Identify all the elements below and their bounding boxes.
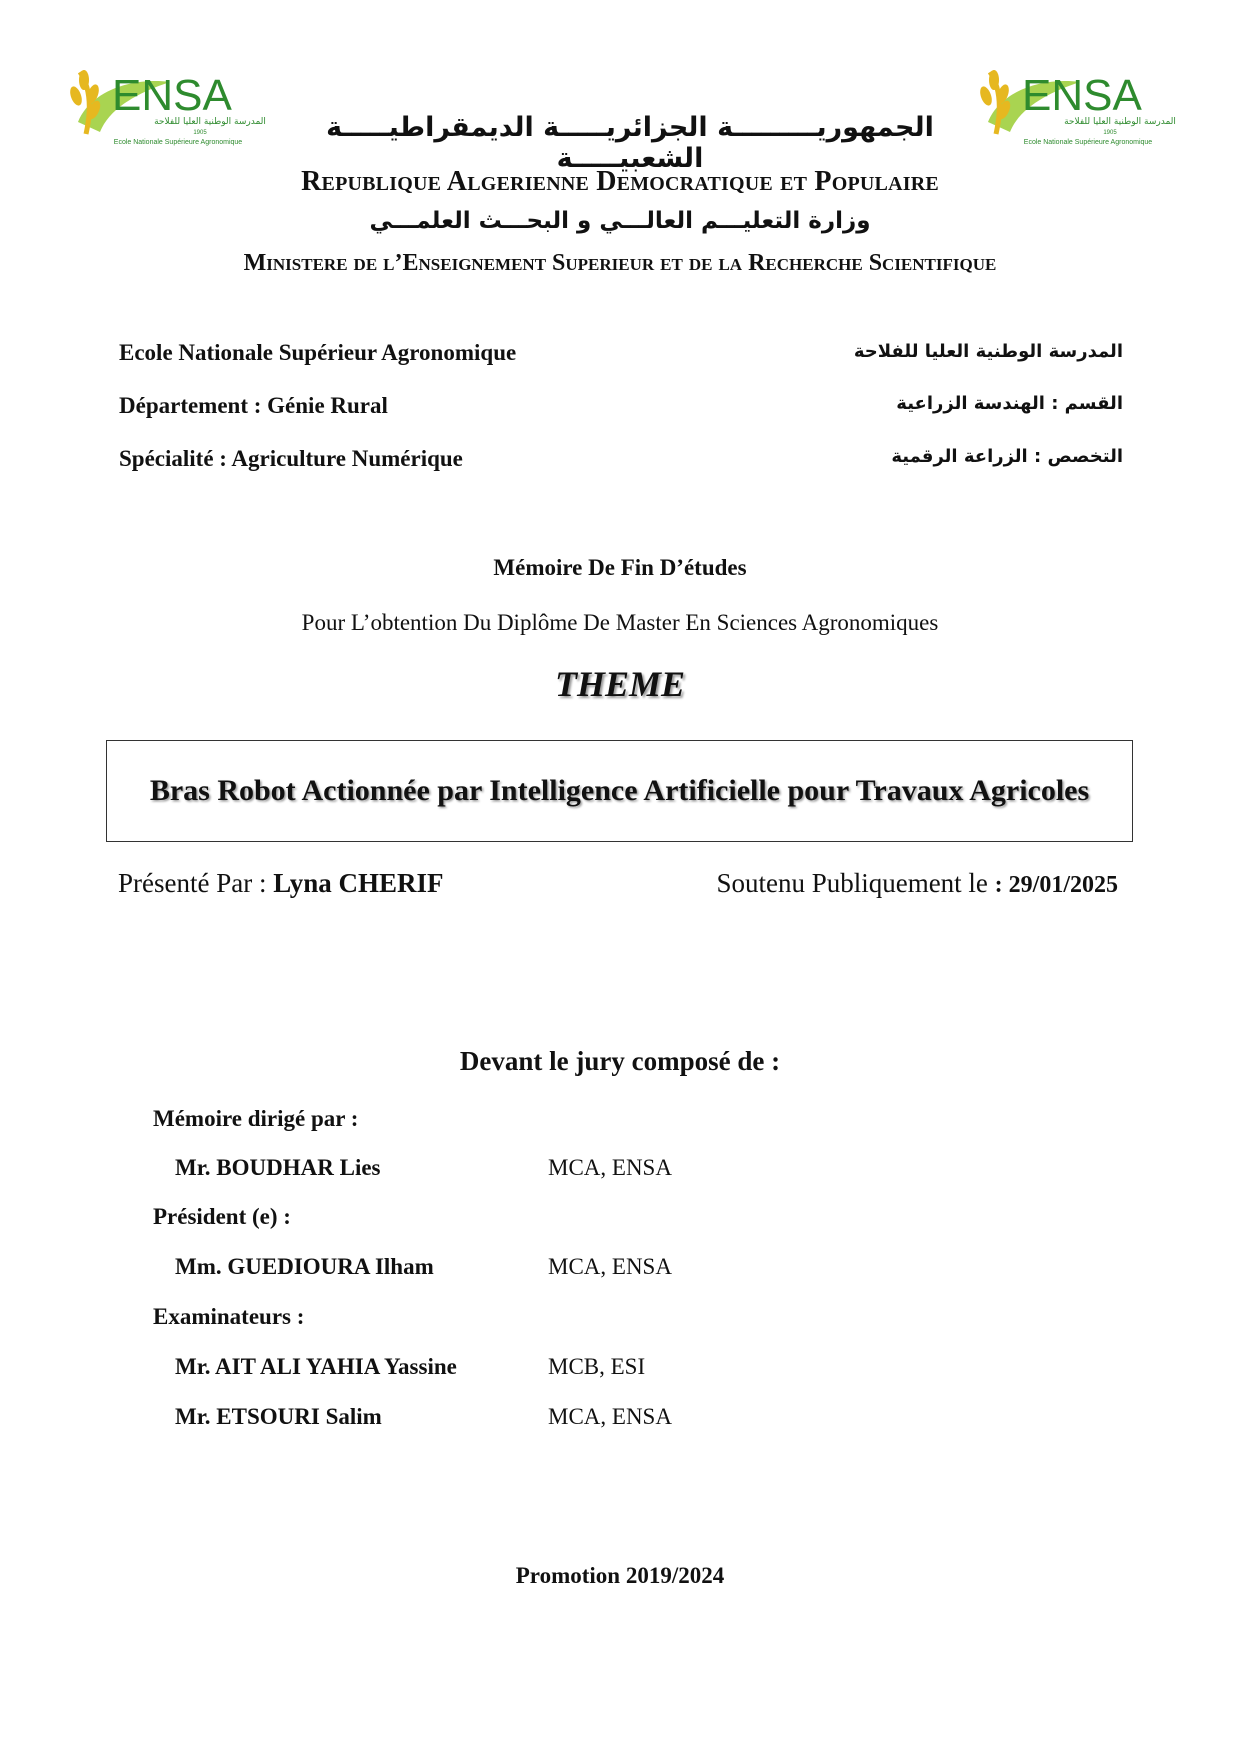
jury-member-affiliation: MCB, ESI [548, 1354, 646, 1379]
svg-text:Ecole Nationale Supérieure Agr: Ecole Nationale Supérieure Agronomique [1023, 139, 1153, 146]
ensa-logo-right [970, 52, 1190, 152]
theme-label: THEME [554, 664, 686, 704]
svg-text:1905: 1905 [1103, 130, 1117, 136]
ministry-title-arabic: وزارة التعليـــم العالـــي و البحـــث العلمـــي [369, 208, 871, 234]
school-name-french: Ecole Nationale Supérieur Agronomique [119, 340, 517, 365]
republic-title-french: Republique Algerienne Democratique et Populaire [301, 166, 939, 197]
theme-box [106, 740, 1133, 842]
school-name-arabic: المدرسة الوطنية العليا للفلاحة [853, 341, 1123, 362]
jury-member-name: Mr. BOUDHAR Lies [175, 1155, 381, 1180]
department-french: Département : Génie Rural [119, 393, 388, 418]
jury-member-name: Mr. ETSOURI Salim [175, 1404, 382, 1429]
jury-member-affiliation: MCA, ENSA [548, 1404, 672, 1429]
ministry-title-french: Ministere de l’Enseignement Superieur et de la Recherche Scientifique [243, 250, 997, 276]
defense-info [716, 868, 1118, 899]
memoire-title: Mémoire De Fin D’études [493, 555, 747, 580]
specialty-arabic: التخصص : الزراعة الرقمية [891, 446, 1123, 467]
jury-member-name: Mr. AIT ALI YAHIA Yassine [175, 1354, 457, 1379]
promotion: Promotion 2019/2024 [515, 1563, 725, 1588]
presented-by [118, 868, 444, 899]
theme-text: Bras Robot Actionnée par Intelligence Artificielle pour Travaux Agricoles [149, 774, 1090, 807]
svg-text:المدرسة الوطنية العليا للفلاحة: المدرسة الوطنية العليا للفلاحة [1064, 117, 1176, 127]
jury-member-name: Mm. GUEDIOURA Ilham [175, 1254, 434, 1279]
svg-text:1905: 1905 [193, 130, 207, 136]
memoire-subtitle: Pour L’obtention Du Diplôme De Master En Sciences Agronomiques [301, 610, 939, 635]
jury-member-affiliation: MCA, ENSA [548, 1155, 672, 1180]
svg-text:Ecole Nationale Supérieure Agr: Ecole Nationale Supérieure Agronomique [113, 139, 243, 146]
republic-title-arabic: الجمهوريـــــــــة الجزائريـــــة الديمقراطيـــــة الشعبيـــــة [326, 112, 934, 174]
defended-label: Soutenu Publiquement le [716, 868, 995, 898]
jury-member-affiliation: MCA, ENSA [548, 1254, 672, 1279]
specialty-french: Spécialité : Agriculture Numérique [119, 446, 463, 471]
jury-role-president: Président (e) : [153, 1204, 291, 1229]
ensa-logo-left [60, 52, 280, 152]
department-arabic: القسم : الهندسة الزراعية [896, 393, 1123, 414]
jury-role-supervisor: Mémoire dirigé par : [153, 1106, 359, 1131]
svg-text:ENSA: ENSA [112, 71, 232, 120]
presented-label: Présenté Par : [118, 868, 274, 898]
jury-title: Devant le jury composé de : [459, 1046, 781, 1076]
svg-text:المدرسة الوطنية العليا للفلاحة: المدرسة الوطنية العليا للفلاحة [154, 117, 266, 127]
svg-text:ENSA: ENSA [1022, 71, 1142, 120]
jury-role-examiners: Examinateurs : [153, 1304, 305, 1329]
defense-date: : 29/01/2025 [994, 872, 1118, 898]
presenter-name: Lyna CHERIF [273, 868, 444, 898]
